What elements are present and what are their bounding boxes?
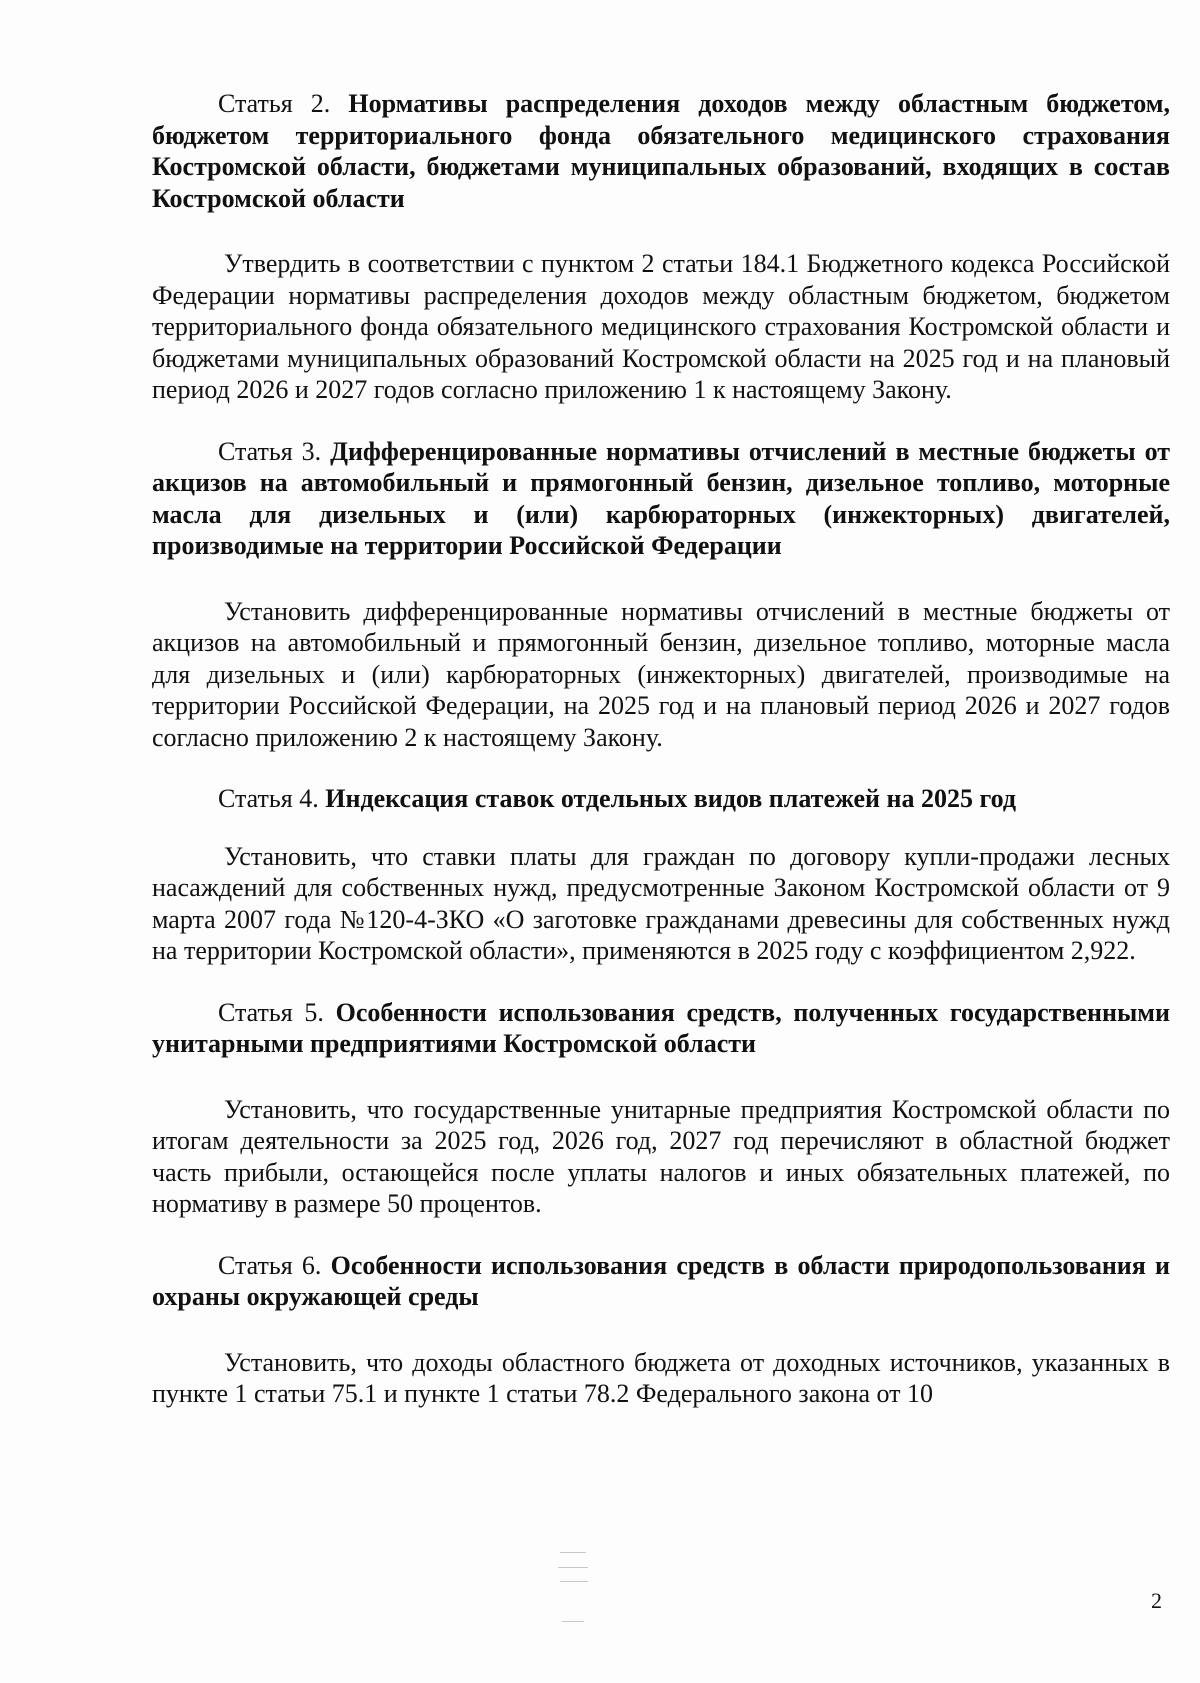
article-title: Особенности использования средств в области природопользования и охраны окружающей среды [152, 1250, 1171, 1311]
scan-artifact [558, 1567, 588, 1568]
article-label: Статья 5. [218, 997, 324, 1027]
article-title: Дифференцированные нормативы отчислений в местные бюджеты от акцизов на автомобильный и прямогонный бензин, дизельное топливо, моторные масла для дизельных и (или) карбюраторных (инжекторных) двигателей, производимые на территории Российской Федерации [152, 436, 1170, 560]
article-heading [152, 436, 1170, 562]
article-text: Установить, что доходы областного бюджета от доходных источников, указанных в пункте 1 статьи 75.1 и пункте 1 статьи 78.2 Федерального закона от 10 [152, 1347, 1170, 1408]
article-heading [152, 1250, 1170, 1313]
article-text: Установить, что ставки платы для граждан по договору купли-продажи лесных насаждений для собственных нужд, предусмотренные Законом Костромской области от 9 марта 2007 года №120-4-ЗКО «О заготовке гражданами древесины для собственных нужд на территории Костромской области», применяются в 2025 году с коэффициентом 2,922. [152, 841, 1170, 965]
scan-artifact [560, 1552, 586, 1553]
document-body [152, 88, 1170, 1410]
article-label: Статья 4. [218, 784, 319, 813]
article-heading [152, 783, 1170, 815]
article-text: Установить, что государственные унитарные предприятия Костромской области по итогам деятельности за 2025 год, 2026 год, 2027 год перечисляют в областной бюджет часть прибыли, остающейся после уплаты налогов и иных обязательных платежей, по нормативу в размере 50 процентов. [152, 1094, 1170, 1218]
page-number: 2 [1151, 1588, 1162, 1613]
scan-artifact [562, 1621, 584, 1622]
article-title: Особенности использования средств, полученных государственными унитарными предприятиями Костромской области [152, 997, 1170, 1058]
article-heading [152, 88, 1170, 214]
article-title: Нормативы распределения доходов между областным бюджетом, бюджетом территориального фонда обязательного медицинского страхования Костромской области, бюджетами муниципальных образований, входящих в состав Костромской области [152, 89, 1170, 213]
article-label: Статья 6. [218, 1250, 322, 1280]
article-label: Статья 3. [218, 436, 322, 466]
article-heading [152, 997, 1170, 1060]
article-label: Статья 2. [218, 89, 331, 118]
article-text: Установить дифференцированные нормативы отчислений в местные бюджеты от акцизов на автомобильный и прямогонный бензин, дизельное топливо, моторные масла для дизельных и (или) карбюраторных (инжекторных) двигателей, производимые на территории Российской Федерации, на 2025 год и на плановый период 2026 и 2027 годов согласно приложению 2 к настоящему Закону. [152, 596, 1170, 752]
scan-artifact [560, 1581, 588, 1582]
article-title: Индексация ставок отдельных видов платежей на 2025 год [325, 784, 1017, 813]
article-text: Утвердить в соответствии с пунктом 2 статьи 184.1 Бюджетного кодекса Российской Федерации нормативы распределения доходов между областным бюджетом, бюджетом территориального фонда обязательного медицинского страхования Костромской области и бюджетами муниципальных образований Костромской области на 2025 год и на плановый период 2026 и 2027 годов согласно приложению 1 к настоящему Закону. [152, 249, 1170, 404]
